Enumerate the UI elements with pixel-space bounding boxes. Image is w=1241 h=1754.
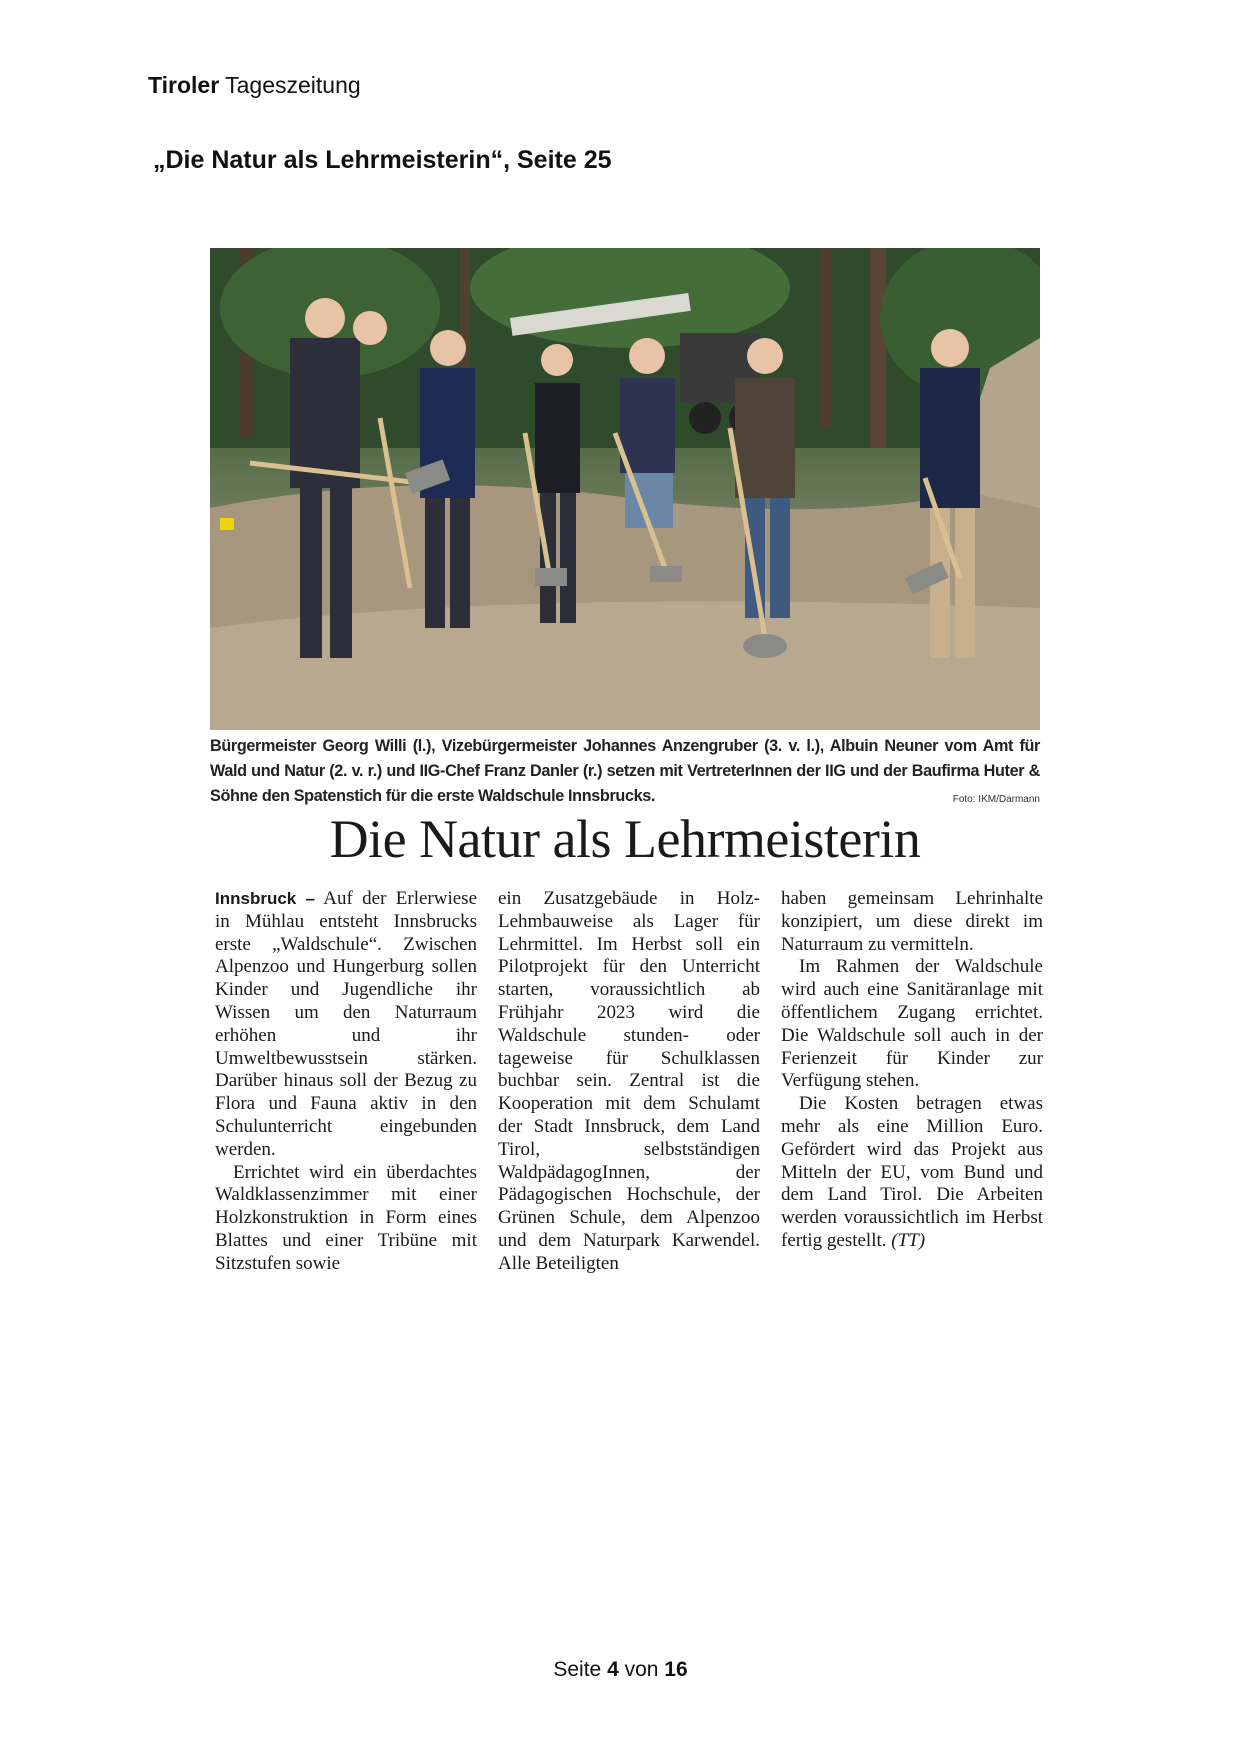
newspaper-clipping (210, 248, 1050, 1283)
article-column-2 (498, 888, 760, 1276)
page-footer (0, 1658, 1241, 1682)
article-paragraph (215, 888, 477, 1162)
paragraph-text: Auf der Erlerwiese in Mühlau entsteht Innsbrucks erste „Waldschule“. Zwischen Alpenzoo und Hungerburg sollen Kinder und Jugendliche ihr Wissen um den Naturraum erhöhen und ihr Umweltbewusstsein stärken. Darüber hinaus soll der Bezug zu Flora und Fauna aktiv in den Schulunterricht eingebunden werden. (215, 888, 478, 1160)
article-photo (210, 248, 1040, 730)
publication-name-bold: Tiroler (148, 72, 220, 98)
photo-caption-text: Bürgermeister Georg Willi (l.), Vizebürgermeister Johannes Anzengruber (3. v. l.), Albuin Neuner vom Amt für Wald und Natur (2. v. r.) und IIG-Chef Franz Danler (r.) setzen mit VertreterInnen der IIG und der Baufirma Huter & Söhne den Spatenstich für die erste Waldschule Innsbrucks. (210, 737, 1040, 805)
author-signature: (TT) (891, 1229, 926, 1251)
article-column-1 (215, 888, 477, 1276)
article-paragraph (781, 1093, 1043, 1253)
article-paragraph: haben gemeinsam Lehrinhalte konzipiert, um diese direkt im Naturraum zu vermitteln. (781, 888, 1043, 955)
publication-name-rest: Tageszeitung (225, 72, 361, 98)
photo-caption (210, 734, 1040, 812)
page-of-label: von (624, 1658, 659, 1681)
article-paragraph: Errichtet wird ein überdachtes Waldklassenzimmer mit einer Holzkonstruktion in Form eines Blattes und einer Tribüne mit Sitzstufen sowie (215, 1161, 477, 1274)
page-label: Seite (553, 1658, 602, 1681)
article-paragraph: ein Zusatzgebäude in Holz-Lehmbauweise als Lager für Lehrmittel. Im Herbst soll ein Pilotprojekt für den Unterricht starten, voraussichtlich ab Frühjahr 2023 wird die Waldschule stunden- oder tageweise für Schulklassen buchbar sein. Zentral ist die Kooperation mit dem Schulamt der Stadt Innsbruck, dem Land Tirol, selbstständigen WaldpädagogInnen, der Pädagogischen Hochschule, der Grünen Schule, dem Alpenzoo und dem Naturpark Karwendel. Alle Beteiligten (498, 888, 760, 1274)
article-paragraph: Im Rahmen der Waldschule wird auch eine Sanitäranlage mit öffentlichem Zugang errichtet. Die Waldschule soll auch in der Ferienzeit für Kinder zur Verfügung stehen. (781, 956, 1043, 1092)
total-pages: 16 (664, 1658, 688, 1681)
document-title: „Die Natur als Lehrmeisterin“, Seite 25 (153, 146, 612, 174)
photo-credit: Foto: IKM/Darmann (952, 794, 1040, 805)
article-headline: Die Natur als Lehrmeisterin (329, 809, 921, 869)
publication-name (148, 72, 361, 99)
paragraph-text: Die Kosten betragen etwas mehr als eine Million Euro. Gefördert wird das Projekt aus Mitteln der EU, vom Bund und dem Land Tirol. Die Arbeiten werden voraussichtlich im Herbst fertig gestellt. (781, 1093, 1043, 1251)
current-page: 4 (607, 1658, 619, 1681)
dateline: Innsbruck – (215, 889, 315, 908)
article-column-3 (781, 888, 1043, 1253)
